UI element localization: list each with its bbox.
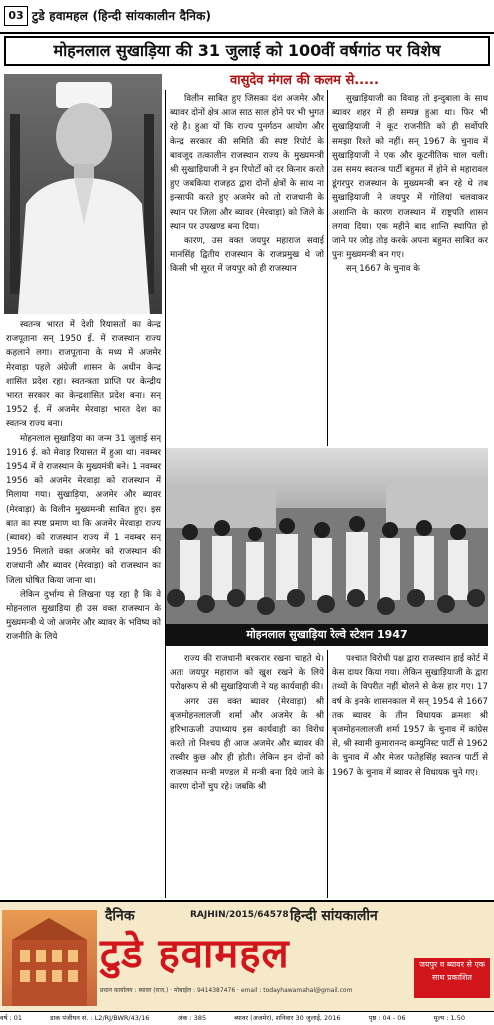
paragraph: कारण, उस वक्त जयपुर महाराज सवाई मानसिंह द्वितीय राजस्थान के राजप्रमुख थे जो किसी भी सूरत में जयपुर को ही राजस्थान bbox=[170, 236, 324, 275]
article-column-5 bbox=[332, 652, 488, 896]
footer-item: वर्ष : 01 bbox=[0, 1014, 22, 1022]
column-divider bbox=[327, 90, 328, 446]
paragraph: राज्य की राजधानी बरकरार रखना चाहते थे। अतः जयपुर महाराज को खुश रखने के लिये परोक्षरूप से श्री सुखाड़ियाजी ने यह कार्यवाही की। bbox=[170, 654, 324, 693]
paragraph: लेकिन दुर्भाग्य से लिखना पड़ रहा है कि वे मोहनलाल सुखाड़िया ही उस वक्त राजस्थान के मुख्यमन्त्री थे जो अजमेर और ब्यावर के भविष्य को राजनीति के लिये bbox=[6, 589, 161, 643]
registration-number: RAJHIN/2015/64578 bbox=[190, 910, 289, 920]
newspaper-masthead bbox=[0, 900, 494, 1012]
page-footer bbox=[0, 1011, 494, 1025]
paper-title-line: टुडे हवामहल (हिन्दी सांयकालीन दैनिक) bbox=[32, 9, 212, 23]
footer-item: डाक पंजीयन सं. : L2/RJ/BWR/43/16 bbox=[50, 1014, 150, 1022]
article-byline: वासुदेव मंगल की कलम से..... bbox=[230, 73, 379, 88]
footer-item: अंक : 385 bbox=[177, 1014, 207, 1022]
newspaper-name: टुडे हवामहल bbox=[100, 931, 290, 977]
station-photo bbox=[166, 448, 488, 646]
footer-item: मूल्य : 1.50 bbox=[433, 1014, 466, 1022]
page-header bbox=[0, 0, 494, 34]
masthead-evening: हिन्दी सांयकालीन bbox=[290, 908, 378, 924]
paragraph: स्वतन्त्र भारत में देशी रियासतों का केन्द्र राजपूताना सन् 1950 ई. में राजस्थान राज्य कहलाने लगा। राजपूताना के मध्य में अजमेर मेरवाड़ा पहले अंग्रेजी शासन के अधीन केन्द्र शासित प्रदेश रहा। स्वतन्त्रता प्राप्ति पर केन्द्रीय भारत सरकार का केन्द्रशासित प्रदेश बना। सन् 1952 ई. में अजमेर मेरवाड़ा भारत देश का स्वतन्त्र राज्य बना। bbox=[6, 320, 161, 430]
article-column-3 bbox=[332, 92, 488, 444]
masthead-tagline: जयपुर व ब्यावर से एक साथ प्रकाशित bbox=[414, 958, 490, 998]
paragraph: सन् 1667 के चुनाव के bbox=[346, 264, 420, 275]
crowd-figures bbox=[166, 448, 488, 624]
footer-item: ब्यावर (अजमेर), शनिवार 30 जुलाई, 2016 bbox=[234, 1014, 341, 1022]
column-divider bbox=[327, 650, 328, 898]
paragraph: अगर उस वक्त ब्यावर (मेरवाड़ा) श्री बृजमोहनलालजी शर्मा और अजमेर के श्री हरिभाऊजी उपाध्याय इस कार्यवाही का विरोध करते तो निश्चय ही आज अजमेर और ब्यावर की तस्वीर कुछ और ही होती। लेकिन इन दोनों को राजस्थान मन्त्री मण्डल में मन्त्री बना दिये जाने के कारण दोनों चुप रहे। जबकि श्री bbox=[170, 696, 324, 792]
article-column-2 bbox=[170, 92, 324, 444]
article-headline: मोहनलाल सुखाड़िया की 31 जुलाई को 100वीं वर्षगांठ पर विशेष bbox=[4, 36, 490, 66]
portrait-photo bbox=[4, 74, 162, 314]
photo-caption: मोहनलाल सुखाड़िया रेल्वे स्टेशन 1947 bbox=[166, 624, 488, 646]
paragraph: सुखाड़ियाजी का विवाह तो इन्दुबाला के साथ ब्यावर शहर में ही सम्पन्न हुआ था। फिर भी सुखाड़ियाजी ने कूट राजनीति को ही सर्वोपरि समझा रिश्ते को नहीं। सन् 1967 के चुनाव में सुखाड़ियाजी ने एक और कूटनीतिक चाल चली। उस समय स्वतन्त्र पार्टी बहुमत में होने से महारावल डूंगरपुर राजस्थान के मुख्यमन्त्री बन रहे थे तब सुखाड़ियाजी ने जयपुर में गोलियां चलवाकर अशान्ति के कारण राजस्थान में राष्ट्रपति शासन लगवा दिया। एक महीने बाद शान्ति स्थापित हो जाने पर जोड़ तोड़ करके अपना बहुमत साबित कर पुनः मुख्यमन्त्री बन गए। bbox=[332, 94, 488, 261]
page-number: 03 bbox=[4, 6, 28, 26]
hawamahal-illustration bbox=[2, 910, 97, 1006]
paragraph: पश्चात विरोधी पक्ष द्वारा राजस्थान हाई कोर्ट में केस दायर किया गया। लेकिन सुखाड़ियाजी के द्वारा तथ्यों के विपरीत नहीं बोलने से केस हार गए। 17 वर्ष के इनके शासनकाल में सन् 1954 से 1667 तक ब्यावर के तीन विधायक क्रमशः श्री बृजमोहनलालजी शर्मा 1957 के चुनाव में कांग्रेस से, श्री स्वामी कुमारानन्द कम्युनिस्ट पार्टी से 1962 के चुनाव में और मेजर फतेहसिंह स्वतन्त्र पार्टी से 1967 के चुनाव में ब्यावर से विधायक चुने गए। bbox=[332, 654, 488, 778]
article-column-4 bbox=[170, 652, 324, 896]
paragraph: मोहनलाल सुखाड़िया का जन्म 31 जुलाई सन् 1916 ई. को मेवाड़ रियासत में हुआ था। नवम्बर 1954 में वे राजस्थान के मुख्यमंत्री बने। 1 नवम्बर 1956 को अजमेर मेरवाड़ा को राजस्थान में मिलाया गया। सुखाड़िया, अजमेर और ब्यावर (मेरवाड़ा) के विलीन मुख्यमन्त्री साबित हुए। इस बात का स्पष्ट प्रमाण था कि अजमेर मेरवाड़ा राज्य (ब्यावर) को राजस्थान राज्य में 1 नवम्बर सन् 1956 मिलाते वक्त अजमेर को राजस्थान की राजधानी और ब्यावर (मेरवाड़ा) को राजस्थान का जिला घोषित किया जाना था। bbox=[6, 433, 161, 586]
masthead-daily: दैनिक bbox=[105, 908, 135, 924]
masthead-contact-line: प्रधान कार्यालय : ब्यावर (राज.) · मोबाईल : 9414387476 · email : todayhawamahal@gmail.com bbox=[100, 987, 353, 994]
palace-icon bbox=[2, 910, 97, 1006]
portrait-figure bbox=[4, 74, 162, 314]
footer-item: पृष्ठ : 04 - 06 bbox=[368, 1014, 406, 1022]
article-column-1 bbox=[6, 318, 161, 898]
paragraph: विलीन साबित हुए जिसका दंश अजमेर और ब्यावर दोनों क्षेत्र आज साठ साल होने पर भी भुगत रहे है। हुआ यों कि राज्य पुनर्गठन आयोग और केन्द्र सरकार की समिति की स्पष्ट रिपोर्ट के बावजूद तत्कालीन राजस्थान राज्य के मुख्यमन्त्री श्री सुखाड़ियाजी ने इन रिपोर्टों को दर किनार करते हुए जबकिया राजहठ द्वारा दोनों क्षेत्रों के साथ ना इन्साफी करते हुए अजमेर को तो राजधानी के स्थान पर जिला और ब्यावर (मेरवाड़ा) को जिले के स्थान पर उपखण्ड बना दिया। bbox=[170, 94, 324, 232]
